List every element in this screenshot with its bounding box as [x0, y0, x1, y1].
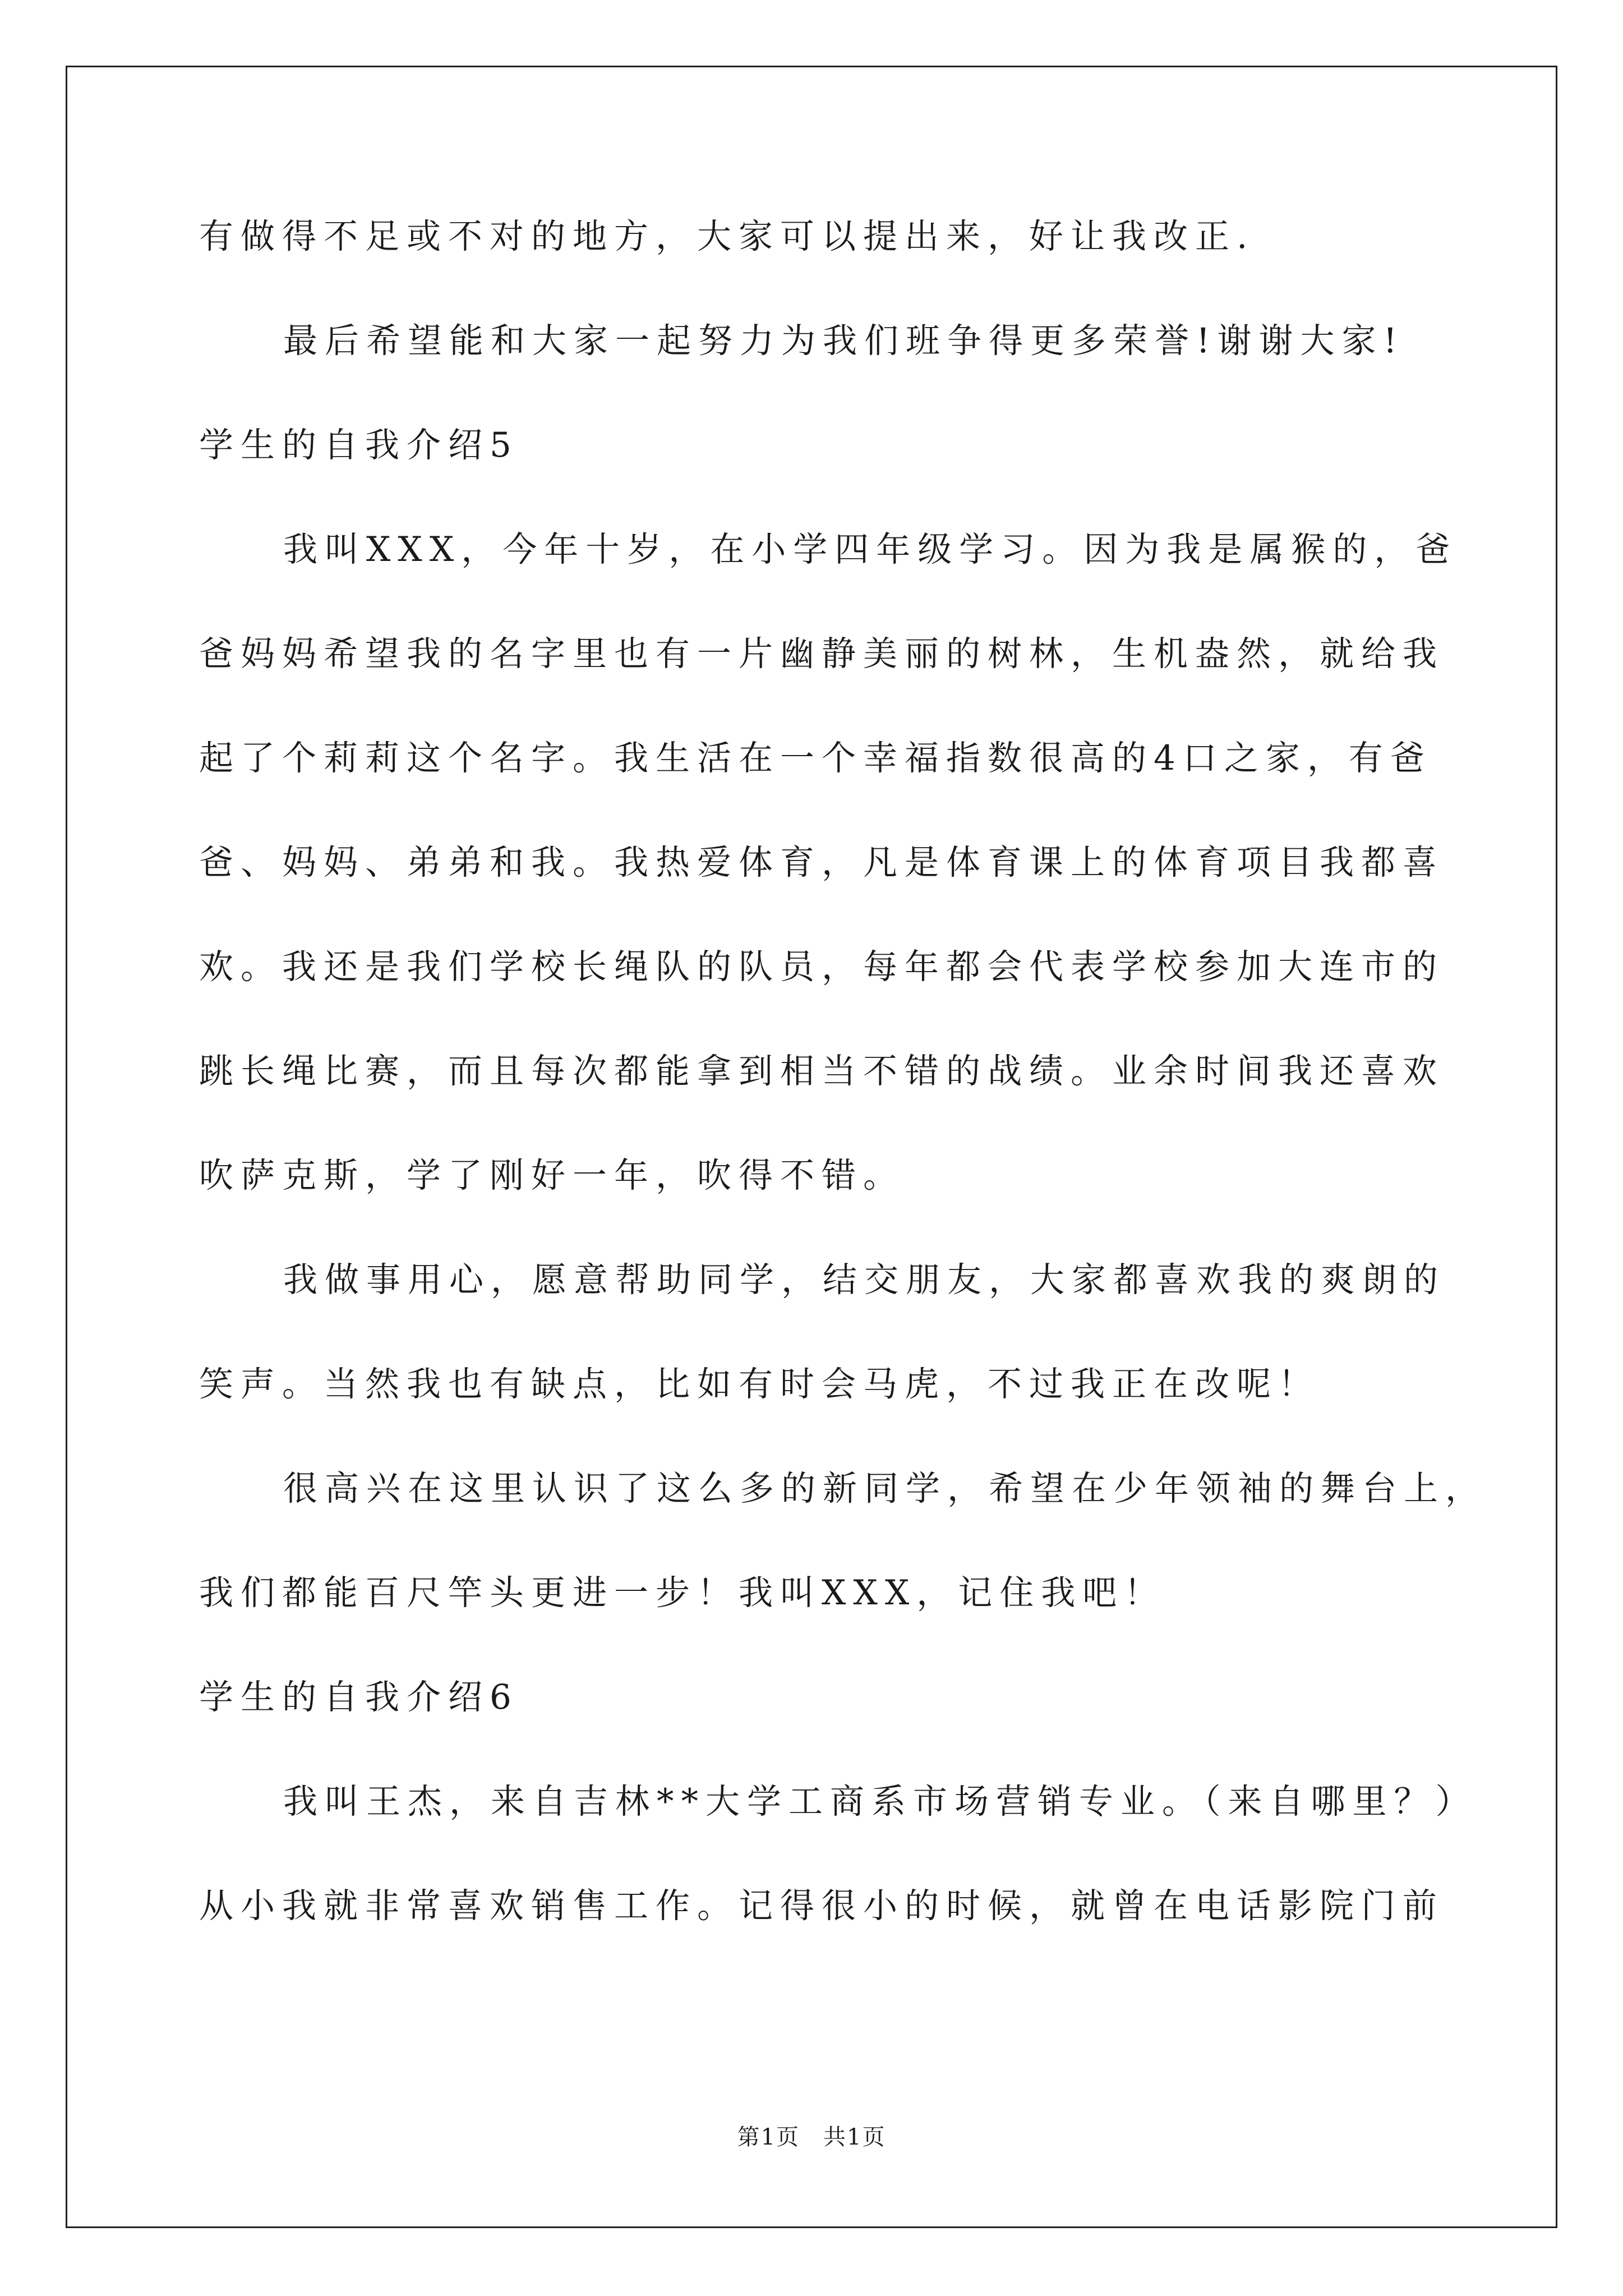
- section-heading: 学生的自我介绍6: [199, 1677, 519, 1717]
- text-line: 我做事用心，愿意帮助同学，结交朋友，大家都喜欢我的爽朗的: [283, 1260, 1446, 1300]
- text-line: 笑声。当然我也有缺点，比如有时会马虎，不过我正在改呢！: [199, 1364, 1320, 1404]
- page-footer: 第1页 共1页: [737, 2124, 886, 2150]
- text-line: 我叫王杰，来自吉林**大学工商系市场营销专业。（来自哪里？）: [283, 1782, 1477, 1821]
- text-line: 吹萨克斯，学了刚好一年，吹得不错。: [199, 1156, 905, 1195]
- text-line: 爸、妈妈、弟弟和我。我热爱体育，凡是体育课上的体育项目我都喜: [199, 843, 1445, 882]
- text-line: 我们都能百尺竿头更进一步！我叫XXX，记住我吧！: [199, 1573, 1166, 1613]
- text-line: 最后希望能和大家一起努力为我们班争得更多荣誉!谢谢大家!: [283, 321, 1405, 361]
- text-line: 起了个莉莉这个名字。我生活在一个幸福指数很高的4口之家，有爸: [199, 738, 1432, 778]
- text-line: 欢。我还是我们学校长绳队的队员，每年都会代表学校参加大连市的: [199, 947, 1445, 987]
- section-heading: 学生的自我介绍5: [199, 425, 519, 465]
- text-line: 从小我就非常喜欢销售工作。记得很小的时候，就曾在电话影院门前: [199, 1886, 1445, 1926]
- text-line: 跳长绳比赛，而且每次都能拿到相当不错的战绩。业余时间我还喜欢: [199, 1051, 1445, 1091]
- text-line: 有做得不足或不对的地方，大家可以提出来，好让我改正.: [199, 217, 1255, 256]
- text-line: 我叫XXX，今年十岁，在小学四年级学习。因为我是属猴的，爸: [283, 530, 1458, 569]
- text-line: 爸妈妈希望我的名字里也有一片幽静美丽的树林，生机盎然，就给我: [199, 634, 1445, 674]
- text-line: 很高兴在这里认识了这么多的新同学，希望在少年领袖的舞台上，: [283, 1469, 1487, 1508]
